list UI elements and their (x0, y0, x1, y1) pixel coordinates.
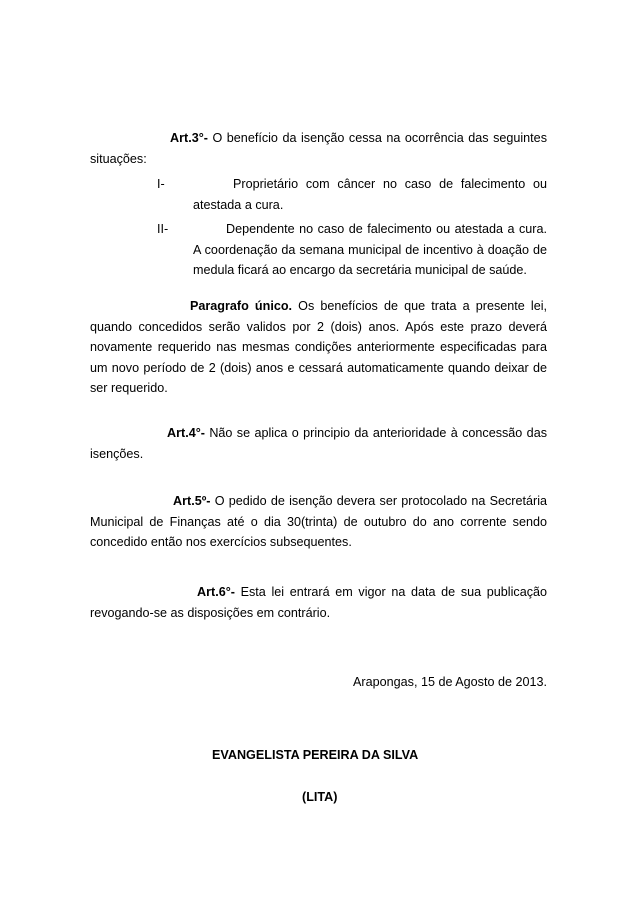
art4-text: Não se aplica o principio da anterioridade à concessão das isenções. (90, 426, 547, 461)
signature-nickname (302, 787, 337, 807)
art3-text: O benefício da isenção cessa na ocorrência das seguintes situações: (90, 131, 547, 166)
art3-label: Art.3°- (170, 131, 208, 145)
art3-item-1 (90, 174, 547, 215)
date-line: Arapongas, 15 de Agosto de 2013. (353, 675, 547, 689)
item-text: Dependente no caso de falecimento ou atestada a cura. A coordenação da semana municipal de incentivo à doação de medula ficará ao encargo da secretária municipal de saúde. (193, 222, 547, 277)
art3-paragraph (90, 128, 547, 169)
paragrafo-text: Os benefícios de que trata a presente lei, quando concedidos serão validos por 2 (dois) anos. Após este prazo deverá novamente requerido nas mesmas condições anteriormente especificadas para um novo período de 2 (dois) anos e cessará automaticamente quando deixar de ser requerido. (90, 299, 548, 395)
item-number: II- (157, 222, 169, 236)
item-text: Proprietário com câncer no caso de falecimento ou atestada a cura. (193, 177, 547, 212)
signature-name-text: EVANGELISTA PEREIRA DA SILVA (212, 748, 419, 762)
art4-paragraph (90, 423, 547, 464)
signature-nickname-text: (LITA) (302, 790, 338, 804)
art3-item-2 (90, 219, 547, 281)
item-number: I- (157, 177, 165, 191)
art5-label: Art.5º- (173, 494, 211, 508)
paragrafo-unico (90, 296, 547, 399)
art6-text: Esta lei entrará em vigor na data de sua publicação revogando-se as disposições em contrário. (90, 585, 547, 620)
art6-paragraph (90, 582, 547, 623)
art5-text: O pedido de isenção devera ser protocolado na Secretária Municipal de Finanças até o dia 30(trinta) de outubro do ano corrente sendo concedido então nos exercícios subsequentes. (90, 494, 547, 549)
paragrafo-label: Paragrafo único. (190, 299, 293, 313)
art5-paragraph (90, 491, 547, 553)
signature-name (212, 745, 418, 765)
art6-label: Art.6°- (197, 585, 235, 599)
art4-label: Art.4°- (167, 426, 205, 440)
